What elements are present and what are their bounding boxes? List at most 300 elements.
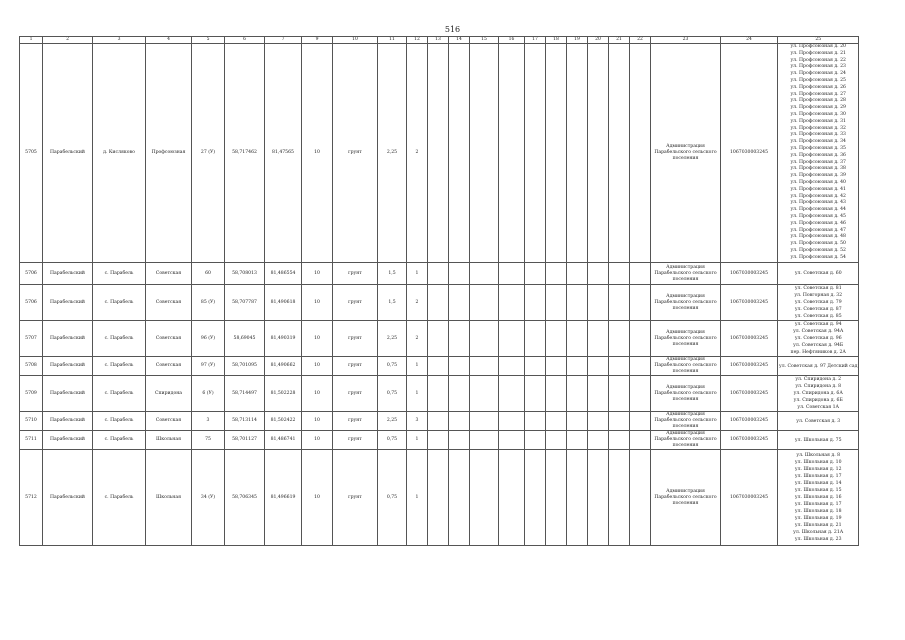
cell-addresses bbox=[778, 321, 859, 357]
address-line: ул. Школьная д. 12 bbox=[794, 467, 842, 472]
address-line: ул. Профсоюзная д. 22 bbox=[790, 57, 846, 63]
table-row bbox=[20, 431, 859, 450]
cell-owner bbox=[651, 412, 721, 431]
cell-empty bbox=[470, 263, 499, 285]
column-number-11: 11 bbox=[378, 37, 407, 44]
cell-locality: с. Парабель bbox=[93, 321, 146, 357]
address-line: ул. Профсоюзная д. 38 bbox=[790, 166, 846, 172]
cell-empty bbox=[630, 263, 651, 285]
column-number-6: 6 bbox=[225, 37, 265, 44]
cell-empty bbox=[546, 412, 567, 431]
cell-locality: с. Парабель bbox=[93, 357, 146, 376]
cell-street: Школьная bbox=[146, 450, 192, 546]
address-line: ул. Профсоюзная д. 48 bbox=[790, 234, 846, 240]
cell-lon: 81,502422 bbox=[265, 412, 302, 431]
cell-empty bbox=[525, 321, 546, 357]
address-line: ул. Советская д. 79 bbox=[794, 300, 842, 305]
address-line: ул. Школьная д. 75 bbox=[794, 437, 842, 443]
cell-street: Советская bbox=[146, 357, 192, 376]
owner-line: Администрация bbox=[666, 431, 705, 436]
address-line: ул. Профсоюзная д. 46 bbox=[790, 220, 846, 226]
cell-empty bbox=[449, 412, 470, 431]
cell-empty bbox=[525, 412, 546, 431]
cell-street: Советская bbox=[146, 412, 192, 431]
cell-empty bbox=[428, 376, 449, 412]
cell-count: 3 bbox=[407, 412, 428, 431]
address-line: ул. Профсоюзная д. 42 bbox=[790, 193, 846, 199]
cell-empty bbox=[470, 357, 499, 376]
address-line: ул. Школьная д. 21 bbox=[794, 523, 842, 528]
address-line: ул. Школьная д. 23 bbox=[794, 537, 842, 542]
cell-empty bbox=[609, 285, 630, 321]
cell-count: 1 bbox=[407, 450, 428, 546]
cell-empty bbox=[428, 412, 449, 431]
cell-street: Советская bbox=[146, 321, 192, 357]
cell-surface: грунт bbox=[333, 44, 378, 263]
cell-empty bbox=[499, 357, 525, 376]
cell-surface: грунт bbox=[333, 263, 378, 285]
cell-district: Парабельский bbox=[43, 431, 93, 450]
owner-line: поселения bbox=[672, 276, 699, 282]
cell-street: Советская bbox=[146, 263, 192, 285]
column-number-14: 14 bbox=[449, 37, 470, 44]
cell-empty bbox=[449, 376, 470, 412]
cell-surface: грунт bbox=[333, 285, 378, 321]
cell-empty bbox=[588, 376, 609, 412]
cell-empty bbox=[546, 450, 567, 546]
address-line: ул. Школьная д. 10 bbox=[794, 460, 842, 465]
address-line: ул. Повгорная д. 32 bbox=[794, 293, 843, 298]
cell-empty bbox=[609, 431, 630, 450]
cell-owner bbox=[651, 357, 721, 376]
cell-area: 2,25 bbox=[378, 321, 407, 357]
address-line: ул. Спиридона д. 6А bbox=[793, 391, 843, 396]
cell-empty bbox=[546, 376, 567, 412]
cell-empty bbox=[588, 357, 609, 376]
cell-empty bbox=[609, 44, 630, 263]
cell-district: Парабельский bbox=[43, 376, 93, 412]
cell-empty bbox=[525, 285, 546, 321]
cell-id: 5708 bbox=[20, 357, 43, 376]
address-line: ул. Профсоюзная д. 26 bbox=[790, 84, 846, 90]
column-number-12: 12 bbox=[407, 37, 428, 44]
cell-locality: с. Парабель bbox=[93, 263, 146, 285]
cell-empty bbox=[609, 321, 630, 357]
cell-lat: 58,69045 bbox=[225, 321, 265, 357]
cell-empty bbox=[525, 450, 546, 546]
cell-surface: грунт bbox=[333, 431, 378, 450]
address-line: ул. Спиридона д. 8 bbox=[795, 384, 842, 389]
cell-empty bbox=[470, 450, 499, 546]
column-number-22: 22 bbox=[630, 37, 651, 44]
owner-line: Парабельского сельского bbox=[654, 363, 717, 368]
column-number-25: 25 bbox=[778, 37, 859, 44]
cell-empty bbox=[525, 263, 546, 285]
cell-lat: 58,701095 bbox=[225, 357, 265, 376]
cell-ogrn: 1067030003245 bbox=[721, 44, 778, 263]
cell-locality: с. Парабель bbox=[93, 285, 146, 321]
cell-empty bbox=[546, 285, 567, 321]
cell-empty bbox=[449, 285, 470, 321]
column-number-20: 20 bbox=[588, 37, 609, 44]
cell-lat: 58,707787 bbox=[225, 285, 265, 321]
address-line: ул. Профсоюзная д. 47 bbox=[790, 227, 846, 233]
cell-empty bbox=[470, 431, 499, 450]
address-line: ул. Профсоюзная д. 35 bbox=[790, 145, 846, 151]
column-number-2: 2 bbox=[43, 37, 93, 44]
cell-empty bbox=[428, 44, 449, 263]
cell-count: 1 bbox=[407, 376, 428, 412]
cell-surface: грунт bbox=[333, 376, 378, 412]
cell-empty bbox=[499, 412, 525, 431]
owner-line: Администрация bbox=[666, 293, 705, 299]
cell-c8: 10 bbox=[302, 44, 333, 263]
cell-locality: с. Парабель bbox=[93, 376, 146, 412]
address-line: ул. Школьная д. 17 bbox=[794, 474, 842, 479]
cell-addresses bbox=[778, 357, 859, 376]
address-line: ул. Советская д. 87 bbox=[794, 307, 842, 312]
table-row bbox=[20, 321, 859, 357]
column-number-24: 24 bbox=[721, 37, 778, 44]
cell-id: 5705 bbox=[20, 44, 43, 263]
column-number-15: 15 bbox=[470, 37, 499, 44]
address-line: ул. Профсоюзная д. 24 bbox=[790, 71, 846, 77]
cell-lon: 81,490662 bbox=[265, 357, 302, 376]
cell-empty bbox=[630, 285, 651, 321]
cell-empty bbox=[499, 285, 525, 321]
address-line: ул. Профсоюзная д. 25 bbox=[790, 77, 846, 83]
address-line: ул. Школьная д. 8 bbox=[796, 453, 841, 458]
owner-line: поселения bbox=[672, 369, 699, 374]
cell-empty bbox=[588, 412, 609, 431]
cell-area: 1,5 bbox=[378, 285, 407, 321]
cell-empty bbox=[567, 357, 588, 376]
cell-empty bbox=[525, 357, 546, 376]
address-line: ул. Советская д. 94А bbox=[793, 329, 844, 334]
cell-owner bbox=[651, 321, 721, 357]
cell-empty bbox=[470, 376, 499, 412]
cell-empty bbox=[449, 44, 470, 263]
cell-empty bbox=[567, 285, 588, 321]
cell-empty bbox=[609, 376, 630, 412]
cell-locality: с. Парабель bbox=[93, 412, 146, 431]
cell-c8: 10 bbox=[302, 412, 333, 431]
cell-house: 3 bbox=[192, 412, 225, 431]
cell-ogrn: 1067030003245 bbox=[721, 285, 778, 321]
cell-district: Парабельский bbox=[43, 263, 93, 285]
cell-lon: 81,47565 bbox=[265, 44, 302, 263]
cell-empty bbox=[588, 431, 609, 450]
cell-street: Школьная bbox=[146, 431, 192, 450]
cell-surface: грунт bbox=[333, 321, 378, 357]
cell-c8: 10 bbox=[302, 285, 333, 321]
cell-surface: грунт bbox=[333, 450, 378, 546]
column-number-16: 16 bbox=[499, 37, 525, 44]
cell-area: 2,25 bbox=[378, 44, 407, 263]
address-line: ул. Профсоюзная д. 29 bbox=[790, 105, 846, 111]
cell-empty bbox=[630, 450, 651, 546]
cell-district: Парабельский bbox=[43, 450, 93, 546]
owner-line: Администрация bbox=[666, 264, 705, 270]
cell-lon: 81,490319 bbox=[265, 321, 302, 357]
cell-empty bbox=[567, 44, 588, 263]
cell-lon: 81,496619 bbox=[265, 450, 302, 546]
cell-empty bbox=[546, 357, 567, 376]
cell-lat: 58,717462 bbox=[225, 44, 265, 263]
cell-empty bbox=[630, 412, 651, 431]
cell-owner bbox=[651, 263, 721, 285]
owner-line: поселения bbox=[672, 396, 699, 402]
cell-house: 6 (У) bbox=[192, 376, 225, 412]
owner-line: Парабельского сельского bbox=[654, 390, 717, 396]
cell-house: 75 bbox=[192, 431, 225, 450]
cell-count: 1 bbox=[407, 357, 428, 376]
column-number-17: 17 bbox=[525, 37, 546, 44]
address-line: ул. Профсоюзная д. 43 bbox=[790, 200, 846, 206]
cell-ogrn: 1067030003245 bbox=[721, 376, 778, 412]
owner-line: Администрация bbox=[666, 144, 705, 149]
cell-lat: 58,706345 bbox=[225, 450, 265, 546]
address-line: пер. Нефтяников д. 2А bbox=[790, 350, 846, 355]
address-line: ул. Советская д. 60 bbox=[794, 271, 842, 276]
cell-empty bbox=[499, 321, 525, 357]
address-line: ул. Школьная д. 18 bbox=[794, 509, 842, 514]
cell-empty bbox=[525, 431, 546, 450]
cell-district: Парабельский bbox=[43, 412, 93, 431]
cell-ogrn: 1067030003245 bbox=[721, 263, 778, 285]
address-line: ул. Спиридона д. 2 bbox=[795, 377, 842, 382]
cell-empty bbox=[609, 412, 630, 431]
cell-empty bbox=[546, 44, 567, 263]
cell-empty bbox=[630, 376, 651, 412]
owner-line: Администрация bbox=[666, 488, 705, 494]
cell-empty bbox=[449, 450, 470, 546]
cell-id: 5711 bbox=[20, 431, 43, 450]
cell-c8: 10 bbox=[302, 450, 333, 546]
cell-addresses bbox=[778, 450, 859, 546]
address-line: ул. Профсоюзная д. 28 bbox=[790, 98, 846, 104]
cell-house: 97 (У) bbox=[192, 357, 225, 376]
column-number-9: 9 bbox=[302, 37, 333, 44]
address-line: ул. Профсоюзная д. 34 bbox=[790, 139, 846, 145]
cell-empty bbox=[499, 376, 525, 412]
cell-house: 85 (У) bbox=[192, 285, 225, 321]
address-line: ул. Школьная д. 17 bbox=[794, 502, 842, 507]
column-number-5: 5 bbox=[192, 37, 225, 44]
cell-ogrn: 1067030003245 bbox=[721, 412, 778, 431]
table-body bbox=[20, 37, 859, 546]
column-number-4: 4 bbox=[146, 37, 192, 44]
address-line: ул. Профсоюзная д. 32 bbox=[790, 125, 846, 131]
cell-ogrn: 1067030003245 bbox=[721, 431, 778, 450]
address-line: ул. Советская д. 85 bbox=[794, 314, 842, 319]
cell-surface: грунт bbox=[333, 412, 378, 431]
cell-empty bbox=[609, 450, 630, 546]
cell-ogrn: 1067030003245 bbox=[721, 321, 778, 357]
owner-line: Администрация bbox=[666, 357, 705, 362]
table-row bbox=[20, 44, 859, 263]
cell-surface: грунт bbox=[333, 357, 378, 376]
address-line: ул. Профсоюзная д. 40 bbox=[790, 179, 846, 185]
cell-street: Профсоюзная bbox=[146, 44, 192, 263]
address-line: ул. Профсоюзная д. 45 bbox=[790, 213, 846, 219]
cell-empty bbox=[546, 431, 567, 450]
address-line: ул. Советская д. 3 bbox=[796, 418, 841, 424]
cell-district: Парабельский bbox=[43, 44, 93, 263]
column-number-13: 13 bbox=[428, 37, 449, 44]
address-line: ул. Школьная д. 14 bbox=[794, 481, 842, 486]
address-line: ул. Профсоюзная д. 39 bbox=[790, 173, 846, 179]
cell-id: 5706 bbox=[20, 263, 43, 285]
cell-lon: 81,486554 bbox=[265, 263, 302, 285]
cell-ogrn: 1067030003245 bbox=[721, 450, 778, 546]
owner-line: Парабельского сельского bbox=[654, 494, 717, 500]
cell-count: 1 bbox=[407, 431, 428, 450]
cell-lat: 58,708013 bbox=[225, 263, 265, 285]
column-number-3: 3 bbox=[93, 37, 146, 44]
cell-c8: 10 bbox=[302, 357, 333, 376]
cell-id: 5707 bbox=[20, 321, 43, 357]
address-line: ул. Советская 1А bbox=[797, 405, 840, 410]
cell-id: 5706 bbox=[20, 285, 43, 321]
cell-c8: 10 bbox=[302, 431, 333, 450]
cell-street: Спиридона bbox=[146, 376, 192, 412]
address-line: ул. Профсоюзная д. 54 bbox=[790, 254, 846, 260]
cell-ogrn: 1067030003245 bbox=[721, 357, 778, 376]
owner-line: Парабельского сельского bbox=[654, 150, 717, 155]
cell-empty bbox=[546, 321, 567, 357]
cell-area: 0,75 bbox=[378, 357, 407, 376]
cell-empty bbox=[630, 431, 651, 450]
cell-area: 0,75 bbox=[378, 431, 407, 450]
cell-count: 2 bbox=[407, 285, 428, 321]
owner-line: поселения bbox=[672, 156, 699, 161]
table-row bbox=[20, 376, 859, 412]
address-line: ул. Школьная д. 21А bbox=[793, 530, 844, 535]
address-line: ул. Советская д. 81 bbox=[794, 286, 842, 291]
cell-addresses bbox=[778, 431, 859, 450]
cell-empty bbox=[546, 263, 567, 285]
cell-area: 2,25 bbox=[378, 412, 407, 431]
address-line: ул. Профсоюзная д. 21 bbox=[790, 50, 846, 56]
address-line: ул. Профсоюзная д. 41 bbox=[790, 186, 846, 192]
address-line: ул. Профсоюзная д. 31 bbox=[790, 118, 846, 124]
cell-empty bbox=[567, 450, 588, 546]
cell-addresses bbox=[778, 285, 859, 321]
owner-line: Администрация bbox=[666, 412, 705, 417]
cell-lon: 81,486741 bbox=[265, 431, 302, 450]
owner-line: поселения bbox=[672, 500, 699, 506]
cell-district: Парабельский bbox=[43, 321, 93, 357]
owner-line: Парабельского сельского bbox=[654, 299, 717, 305]
cell-empty bbox=[588, 450, 609, 546]
cell-empty bbox=[449, 321, 470, 357]
address-line: ул. Профсоюзная д. 37 bbox=[790, 159, 846, 165]
cell-id: 5709 bbox=[20, 376, 43, 412]
cell-lon: 81,490618 bbox=[265, 285, 302, 321]
cell-empty bbox=[630, 44, 651, 263]
address-line: ул. Профсоюзная д. 52 bbox=[790, 247, 846, 253]
cell-owner bbox=[651, 376, 721, 412]
cell-empty bbox=[428, 263, 449, 285]
cell-district: Парабельский bbox=[43, 357, 93, 376]
cell-empty bbox=[470, 285, 499, 321]
cell-street: Советская bbox=[146, 285, 192, 321]
cell-empty bbox=[449, 357, 470, 376]
address-line: ул. Школьная д. 16 bbox=[794, 495, 842, 500]
address-line: ул. Профсоюзная д. 20 bbox=[790, 44, 846, 49]
cell-empty bbox=[428, 285, 449, 321]
registry-table bbox=[19, 36, 859, 546]
cell-empty bbox=[609, 357, 630, 376]
cell-area: 0,75 bbox=[378, 450, 407, 546]
cell-c8: 10 bbox=[302, 376, 333, 412]
address-line: ул. Профсоюзная д. 36 bbox=[790, 152, 846, 158]
cell-empty bbox=[499, 263, 525, 285]
cell-addresses bbox=[778, 263, 859, 285]
table-row bbox=[20, 285, 859, 321]
cell-empty bbox=[630, 357, 651, 376]
column-number-19: 19 bbox=[567, 37, 588, 44]
address-line: ул. Профсоюзная д. 30 bbox=[790, 111, 846, 117]
cell-owner bbox=[651, 450, 721, 546]
cell-empty bbox=[588, 44, 609, 263]
cell-empty bbox=[630, 321, 651, 357]
owner-line: Парабельского сельского bbox=[654, 335, 717, 341]
column-number-10: 10 bbox=[333, 37, 378, 44]
owner-line: Администрация bbox=[666, 384, 705, 390]
cell-lon: 81,502228 bbox=[265, 376, 302, 412]
cell-empty bbox=[525, 44, 546, 263]
cell-empty bbox=[428, 450, 449, 546]
owner-line: поселения bbox=[672, 443, 699, 448]
address-line: ул. Школьная д. 15 bbox=[794, 488, 842, 493]
cell-lat: 58,714497 bbox=[225, 376, 265, 412]
page-number: 516 bbox=[444, 25, 461, 34]
owner-line: Парабельского сельского bbox=[654, 437, 717, 442]
table-row bbox=[20, 450, 859, 546]
address-line: ул. Школьная д. 19 bbox=[794, 516, 842, 521]
cell-empty bbox=[470, 412, 499, 431]
address-line: ул. Профсоюзная д. 50 bbox=[790, 241, 846, 247]
cell-empty bbox=[499, 431, 525, 450]
column-number-1: 1 bbox=[20, 37, 43, 44]
table-row bbox=[20, 412, 859, 431]
cell-empty bbox=[525, 376, 546, 412]
address-line: ул. Профсоюзная д. 23 bbox=[790, 64, 846, 70]
cell-locality: с. Парабель bbox=[93, 431, 146, 450]
cell-lat: 58,713114 bbox=[225, 412, 265, 431]
cell-empty bbox=[588, 285, 609, 321]
cell-locality: с. Парабель bbox=[93, 450, 146, 546]
cell-empty bbox=[499, 450, 525, 546]
cell-empty bbox=[449, 431, 470, 450]
cell-empty bbox=[567, 376, 588, 412]
cell-house: 60 bbox=[192, 263, 225, 285]
cell-empty bbox=[428, 431, 449, 450]
cell-area: 0,75 bbox=[378, 376, 407, 412]
cell-count: 2 bbox=[407, 44, 428, 263]
cell-empty bbox=[567, 263, 588, 285]
cell-house: 27 (У) bbox=[192, 44, 225, 263]
column-number-row bbox=[20, 37, 859, 44]
address-line: ул. Советская д. 96 bbox=[794, 336, 842, 341]
cell-district: Парабельский bbox=[43, 285, 93, 321]
cell-owner bbox=[651, 44, 721, 263]
cell-empty bbox=[567, 431, 588, 450]
cell-owner bbox=[651, 285, 721, 321]
cell-empty bbox=[499, 44, 525, 263]
